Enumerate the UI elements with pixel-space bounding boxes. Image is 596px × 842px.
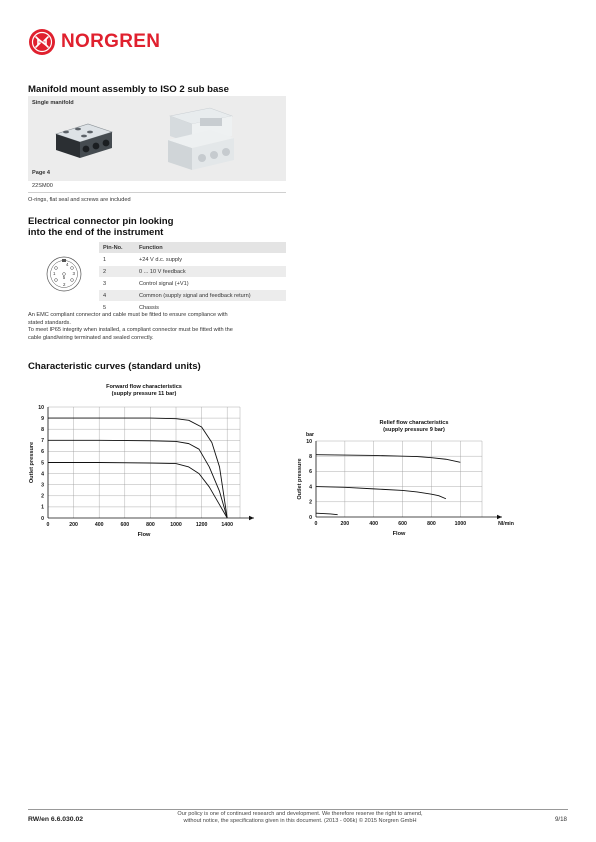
document-reference: RW/en 6.6.030.02 [28,816,84,823]
relief-flow-chart [292,414,524,546]
pin-function-table [99,242,286,313]
part-number: 22SM00 [32,183,53,189]
chart-subtitle: (supply pressure 11 bar) [111,391,177,397]
series-line-2 [48,440,227,518]
y-tick-label: 9 [41,415,44,422]
connector-pinout-diagram [44,254,84,294]
y-tick-label: 5 [41,460,44,467]
series-line-3 [48,463,227,519]
x-tick-label: 400 [369,521,379,527]
y-tick-label: 8 [309,454,312,460]
connector-title-line1: Electrical connector pin looking [28,216,174,227]
pin-label-3: 3 [72,271,75,276]
x-axis-label: Flow [392,531,406,537]
table-row [99,278,286,290]
page-number: 9/18 [554,816,567,823]
connector-note-line: cable gland/wiring terminated and sealed correctly. [28,334,154,341]
y-tick-label: 4 [309,484,312,491]
connector-notes [28,312,318,342]
x-tick-label: 1200 [195,522,208,528]
y-axis-unit: bar [305,432,315,438]
pin-label-2: 2 [63,282,66,287]
footer-divider [28,809,568,810]
part-number-row [28,181,286,193]
y-tick-label: 7 [41,438,44,445]
y-tick-label: 0 [41,515,44,522]
y-tick-label: 8 [41,427,44,433]
pin-function: Control signal (+V1) [135,278,286,290]
series-line-1 [48,418,227,518]
x-tick-label: 600 [120,522,130,528]
chart-title: Forward flow characteristics [106,384,182,390]
y-tick-label: 3 [41,482,44,489]
pin-function: +24 V d.c. supply [135,254,286,266]
x-axis-label: Flow [137,532,151,538]
y-axis-label: Outlet pressure [29,441,35,484]
pin-label-1: 1 [53,271,56,276]
x-tick-label: 800 [146,522,155,528]
pin-number: 3 [99,278,135,290]
x-tick-label: 400 [94,522,104,528]
x-tick-label: 1000 [170,522,182,528]
manifold-base-illustration [48,116,118,166]
table-row [99,254,286,266]
table-row [99,290,286,302]
y-tick-label: 2 [309,499,312,506]
x-tick-label: 200 [69,522,78,528]
chart-subtitle: (supply pressure 9 bar) [383,427,445,433]
pin-number: 2 [99,266,135,278]
y-tick-label: 10 [306,438,312,445]
connector-title-line2: into the end of the instrument [28,227,164,238]
footer-disclaimer-line: without notice, the specifications given in this document. (2013 - 006k) © 2015 Norgren GmbH [183,818,417,824]
series-line-3 [316,513,338,515]
y-tick-label: 2 [41,493,44,500]
y-tick-label: 4 [41,471,44,478]
x-axis-arrow [249,516,254,520]
valve-on-manifold-illustration [160,106,240,174]
function-header: Function [135,242,286,254]
x-tick-label: 0 [46,522,50,528]
y-tick-label: 6 [41,449,44,456]
page-reference: Page 4 [32,170,51,176]
footer-disclaimer [150,811,450,825]
pin-label-5: 5 [62,275,66,281]
brand-name: NORGREN [61,31,161,52]
footer-disclaimer-line: Our policy is one of continued research and development. We therefore reserve the right to amend, [177,811,423,817]
connector-note-line: An EMC compliant connector and cable must be fitted to ensure compliance with [28,312,228,318]
curves-section-title: Characteristic curves (standard units) [28,361,201,372]
x-tick-label: 1000 [454,521,467,527]
norgren-logo-icon [28,28,56,56]
x-tick-label: 200 [340,521,350,527]
series-line-1 [316,455,460,463]
forward-flow-chart [24,380,264,550]
manifold-section-title: Manifold mount assembly to ISO 2 sub base [28,84,229,95]
x-tick-label: 600 [398,521,407,527]
x-tick-label: 1400 [221,522,233,528]
brand-logo [28,28,160,56]
pin-table-header [99,242,286,254]
manifold-note: O-rings, flat seal and screws are included [28,197,131,203]
y-tick-label: 6 [309,469,312,476]
pin-function: Chassis [135,302,286,314]
x-axis-unit: Nl/min [498,521,514,527]
x-tick-label: 0 [314,521,318,527]
x-tick-label: 800 [427,521,436,527]
pin-number: 1 [99,254,135,266]
y-tick-label: 10 [38,404,44,411]
single-manifold-label: Single manifold [32,100,74,106]
y-axis-label: Outlet pressure [297,458,303,500]
connector-note-line: stated standards. [28,319,71,326]
pin-number: 4 [99,290,135,302]
pin-number: 5 [99,302,135,314]
y-tick-label: 1 [41,504,44,511]
table-row [99,266,286,278]
chart-title: Relief flow characteristics [379,420,449,426]
y-tick-label: 0 [309,514,312,521]
pin-function: 0 ... 10 V feedback [135,266,286,278]
series-line-2 [316,487,446,499]
pin-function: Common (supply signal and feedback return) [135,290,286,302]
connector-note-line: To meet IP65 integrity when installed, a compliant connector must be fitted with the [28,327,233,334]
connector-section-title [28,216,174,238]
pin-label-4: 4 [66,262,69,267]
pin-no-header: Pin-No. [99,242,135,254]
x-axis-arrow [497,515,502,519]
